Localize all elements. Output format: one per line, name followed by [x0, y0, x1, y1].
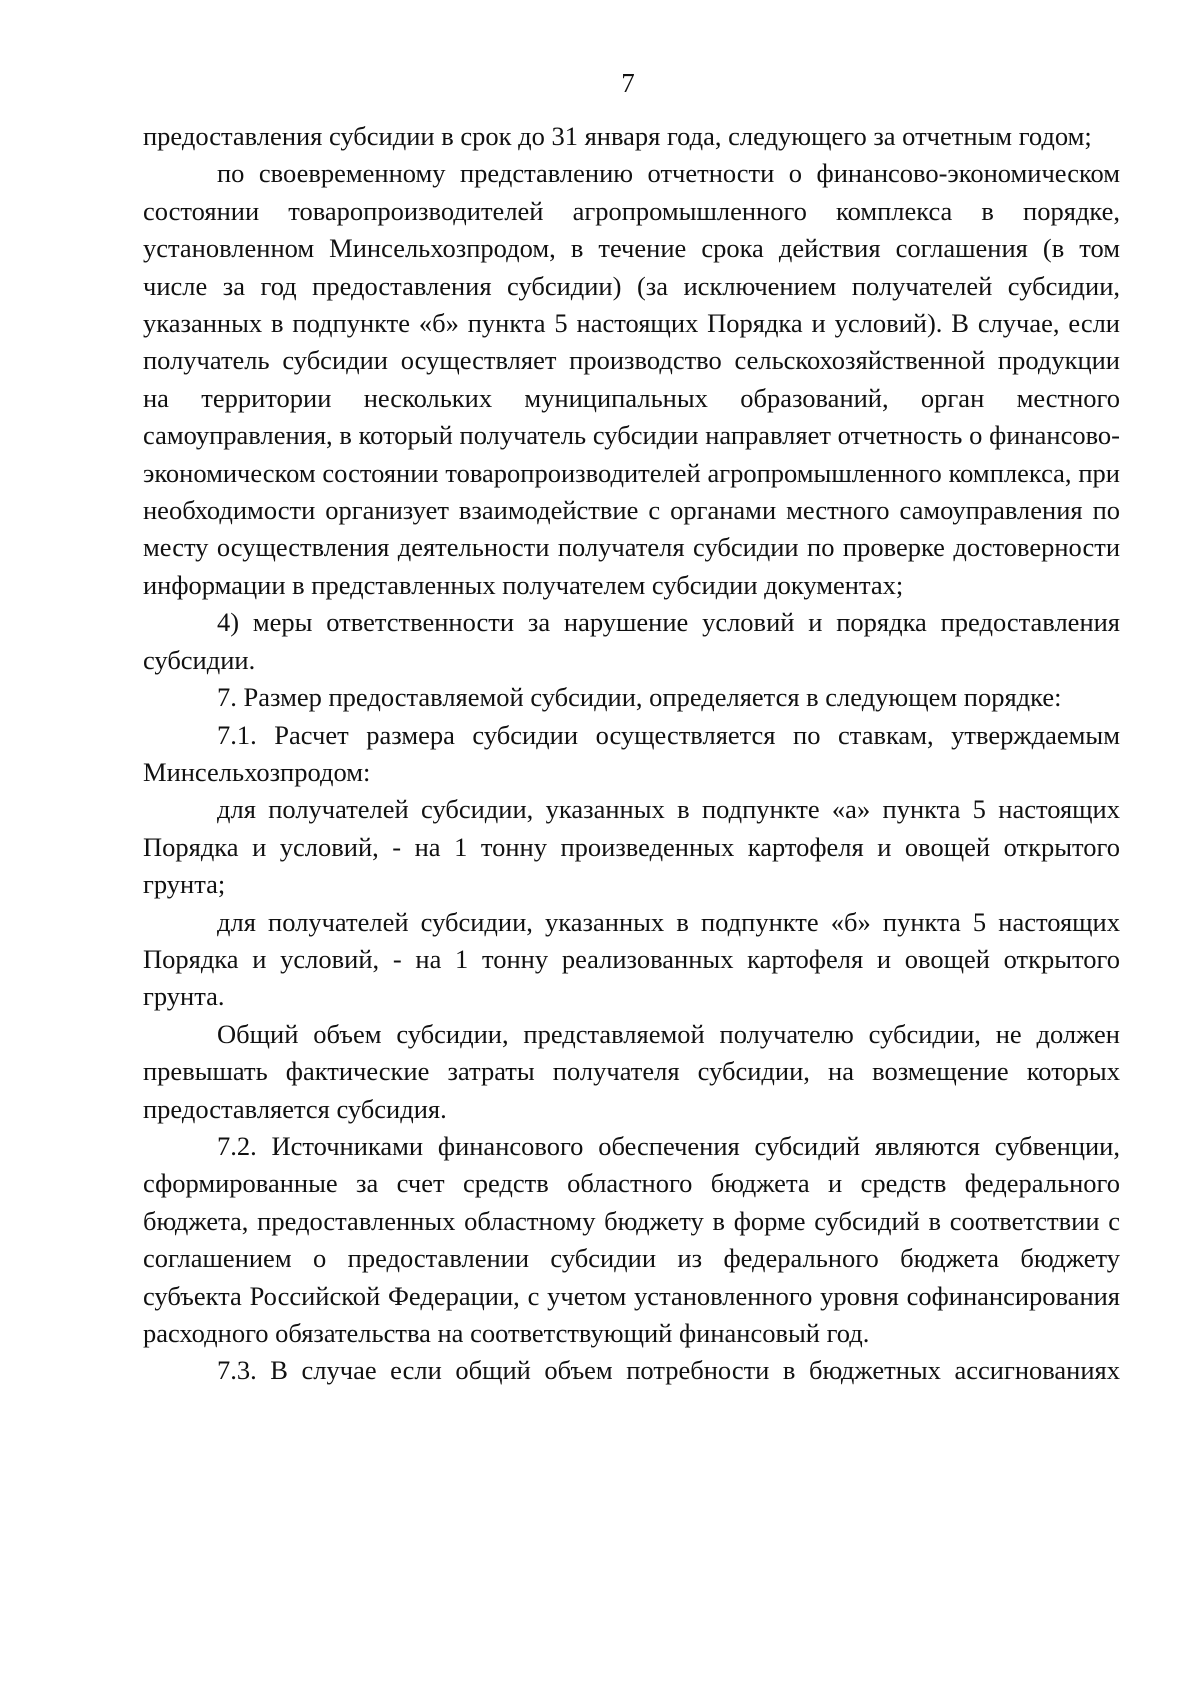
paragraph: для получателей субсидии, указанных в подпункте «б» пункта 5 настоящих Порядка и условий, - на 1 тонну реализованных картофеля и овощей открытого грунта. — [143, 906, 1120, 1012]
paragraph: Общий объем субсидии, представляемой получателю субсидии, не должен превышать фактические затраты получателя субсидии, на возмещение которых предоставляется субсидия. — [143, 1018, 1120, 1124]
paragraph: предоставления субсидии в срок до 31 января года, следующего за отчетным годом; — [143, 121, 1092, 151]
paragraph: для получателей субсидии, указанных в подпункте «а» пункта 5 настоящих Порядка и условий, - на 1 тонну произведенных картофеля и овощей открытого грунта; — [143, 794, 1120, 900]
paragraph: 7.1. Расчет размера субсидии осуществляется по ставкам, утверждаемым Минсельхозпродом: — [143, 719, 1120, 787]
paragraph: 4) меры ответственности за нарушение условий и порядка предоставления субсидии. — [143, 607, 1120, 675]
paragraph: по своевременному представлению отчетности о финансово-экономическом состоянии товаропроизводителей агропромышленного комплекса в порядке, установленном Минсельхозпродом, в течение срока действия соглашения (в том числе за год предоставления субсидии) (за исключением получателей субсидии, указанных в подпункте «б» пункта 5 настоящих Порядка и условий). В случае, если получатель субсидии осуществляет производство сельскохозяйственной продукции на территории нескольких муниципальных образований, орган местного самоуправления, в который получатель субсидии направляет отчетность о финансово-экономическом состоянии товаропроизводителей агропромышленного комплекса, при необходимости организует взаимодействие с органами местного самоуправления по месту осуществления деятельности получателя субсидии по проверке достоверности информации в представленных получателем субсидии документах; — [143, 158, 1120, 600]
page-number: 7 — [621, 68, 635, 98]
paragraph: 7.3. В случае если общий объем потребности в бюджетных ассигнованиях — [217, 1355, 1120, 1386]
document-body — [143, 118, 1120, 1390]
paragraph: 7.2. Источниками финансового обеспечения субсидий являются субвенции, сформированные за счет средств областного бюджета и средств федерального бюджета, предоставленных областному бюджету в форме субсидий в соответствии с соглашением о предоставлении субсидии из федерального бюджета бюджету субъекта Российской Федерации, с учетом установленного уровня софинансирования расходного обязательства на соответствующий финансовый год. — [143, 1130, 1120, 1348]
paragraph: 7. Размер предоставляемой субсидии, определяется в следующем порядке: — [217, 682, 1062, 713]
